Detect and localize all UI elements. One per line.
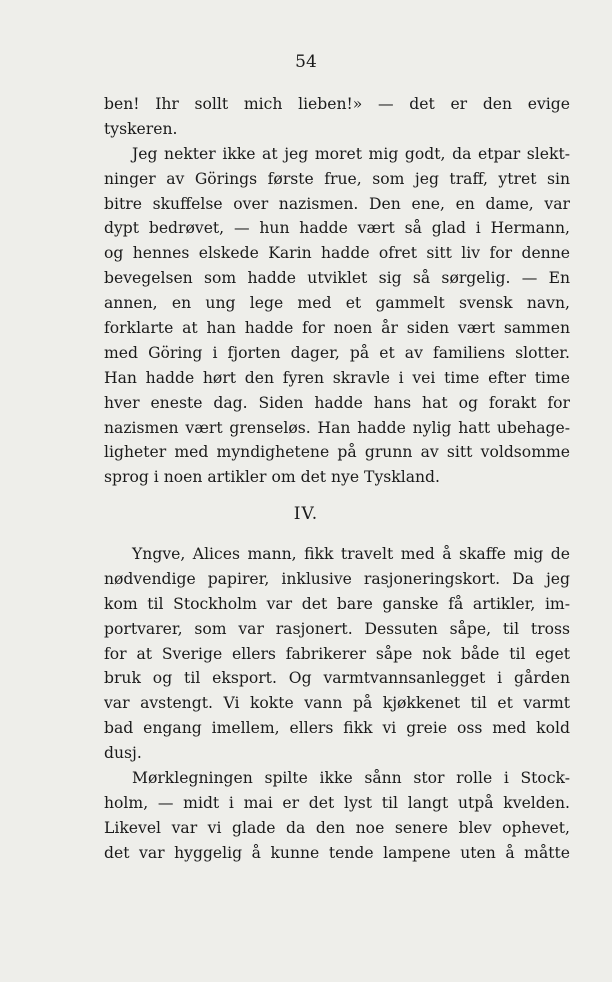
text-line: Mørklegningen spilte ikke sånn stor rolle i Stock- <box>132 769 570 788</box>
text-line: portvarer, som var rasjonert. Dessuten såpe, til tross <box>104 619 570 638</box>
page-number: 54 <box>295 52 317 72</box>
text-line: for at Sverige ellers fabrikerer såpe nok både til eget <box>104 644 570 663</box>
text-line: tyskeren. <box>104 119 178 138</box>
text-line: bevegelsen som hadde utviklet sig så sørgelig. — En <box>104 269 570 288</box>
text-line: forklarte at han hadde for noen år siden vært sammen <box>104 319 570 338</box>
text-line: det var hyggelig å kunne tende lampene uten å måtte <box>104 843 570 862</box>
text-line: Han hadde hørt den fyren skravle i vei time efter time <box>104 368 570 387</box>
text-line: var avstengt. Vi kokte vann på kjøkkenet til et varmt <box>104 694 570 713</box>
text-line: holm, — midt i mai er det lyst til langt utpå kvelden. <box>104 793 570 812</box>
text-line: nødvendige papirer, inklusive rasjoneringskort. Da jeg <box>104 569 570 588</box>
text-line: ligheter med myndighetene på grunn av sitt voldsomme <box>104 443 570 462</box>
text-line: og hennes elskede Karin hadde ofret sitt liv for denne <box>104 244 570 263</box>
text-line: Yngve, Alices mann, fikk travelt med å skaffe mig de <box>132 545 570 563</box>
text-line: ninger av Görings første frue, som jeg traff, ytret sin <box>104 169 570 188</box>
text-line: Jeg nekter ikke at jeg moret mig godt, da etpar slekt- <box>132 144 570 163</box>
text-line: bitre skuffelse over nazismen. Den ene, en dame, var <box>104 194 570 213</box>
text-line: sprog i noen artikler om det nye Tyskland. <box>104 468 440 487</box>
text-line: bruk og til eksport. Og varmtvannsanlegget i gården <box>104 669 570 688</box>
text-line: dypt bedrøvet, — hun hadde vært så glad i Hermann, <box>104 219 570 238</box>
section-heading: IV. <box>293 504 319 524</box>
text-line: kom til Stockholm var det bare ganske få artikler, im- <box>104 594 570 613</box>
text-line: ben! Ihr sollt mich lieben!» — det er den evige <box>104 95 570 113</box>
text-block-lower <box>104 542 570 866</box>
text-line: Likevel var vi glade da den noe senere blev ophevet, <box>104 818 570 837</box>
text-line: bad engang imellem, ellers fikk vi greie oss med kold <box>104 719 570 738</box>
text-line: hver eneste dag. Siden hadde hans hat og forakt for <box>104 393 570 412</box>
text-line: dusj. <box>104 744 142 763</box>
text-line: nazismen vært grenseløs. Han hadde nylig hatt ubehage- <box>104 418 570 437</box>
text-line: med Göring i fjorten dager, på et av familiens slotter. <box>104 343 570 362</box>
text-line: annen, en ung lege med et gammelt svensk navn, <box>104 294 570 313</box>
text-block-upper <box>104 92 570 490</box>
